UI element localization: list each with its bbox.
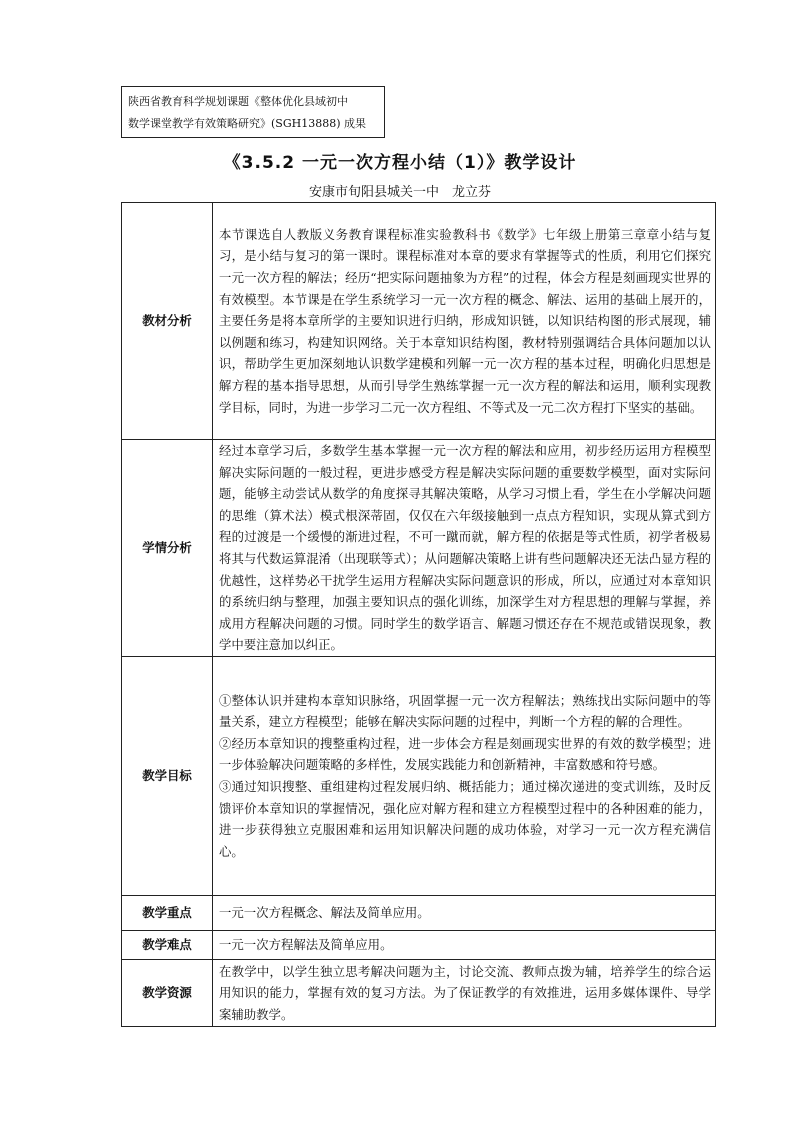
table-row — [122, 440, 716, 657]
project-header-line-1: 陕西省教育科学规划课题《整体优化县域初中 — [128, 95, 348, 108]
row-content — [213, 895, 716, 930]
content-paragraph: ③通过知识搜整、重组建构过程发展归纳、概括能力；通过梯次递进的变式训练，及时反馈评价本章知识的掌握情况，强化应对解方程和建立方程模型过程中的各种困难的能力，进一步获得独立克服困难和运用知识解决问题的成功体验，对学习一元一次方程充满信心。 — [219, 778, 711, 859]
row-label: 教学重点 — [122, 895, 213, 930]
lesson-plan-table — [121, 202, 716, 1027]
row-label: 学情分析 — [122, 440, 213, 657]
table-row — [122, 895, 716, 930]
content-paragraph: ②经历本章知识的搜整重构过程，进一步体会方程是刻画现实世界的有效的数学模型；进一步体验解决问题策略的多样性，发展实践能力和创新精神，丰富数感和符号感。 — [219, 735, 711, 773]
row-label: 教材分析 — [122, 203, 213, 440]
content-paragraph: 本节课选自人教版义务教育课程标准实验教科书《数学》七年级上册第三章章小结与复习，是小结与复习的第一课时。课程标准对本章的要求有掌握等式的性质，利用它们探究一元一次方程的解法；经历“把实际问题抽象为方程”的过程，体会方程是刻画现实世界的有效模型。本节课是在学生系统学习一元一次方程的概念、解法、运用的基础上展开的，主要任务是将本章所学的主要知识进行归纳，形成知识链，以知识结构图的形式展现，辅以例题和练习，构建知识网络。关于本章知识结构图，教材特别强调结合具体问题加以认识，帮助学生更加深刻地认识数学建模和列解一元一次方程的基本过程，明确化归思想是解方程的基本指导思想，从而引导学生熟练掌握一元一次方程的解法和运用，顺利实现教学目标，同时，为进一步学习二元一次方程组、不等式及一元二次方程打下坚实的基础。 — [219, 226, 711, 415]
content-paragraph: 在教学中，以学生独立思考解决问题为主，讨论交流、教师点拨为辅，培养学生的综合运用知识的能力，掌握有效的复习方法。为了保证教学的有效推进，运用多媒体课件、导学案辅助教学。 — [219, 963, 711, 1022]
table-row — [122, 959, 716, 1026]
table-row — [122, 203, 716, 440]
content-paragraph: ①整体认识并建构本章知识脉络，巩固掌握一元一次方程解法；熟练找出实际问题中的等量关系，建立方程模型；能够在解决实际问题的过程中，判断一个方程的解的合理性。 — [219, 692, 711, 730]
content-paragraph: 一元一次方程概念、解法及简单应用。 — [219, 905, 430, 921]
content-paragraph: 经过本章学习后，多数学生基本掌握一元一次方程的解法和应用，初步经历运用方程模型解决实际问题的一般过程，更进步感受方程是解决实际问题的重要数学模型，面对实际问题，能够主动尝试从数学的角度探寻其解决策略，从学习习惯上看，学生在小学解决问题的思维（算术法）模式根深蒂固，仅仅在六年级接触到一点点方程知识，实现从算式到方程的过渡是一个缓慢的渐进过程，不可一蹴而就，解方程的依据是等式性质，初学者极易将其与代数运算混淆（出现联等式）；从问题解决策略上讲有些问题解决还无法凸显方程的优越性，这样势必干扰学生运用方程解决实际问题意识的形成，所以，应通过对本章知识的系统归纳与整理，加强主要知识点的强化训练，加深学生对方程思想的理解与掌握，养成用方程解决问题的习惯。同时学生的数学语言、解题习惯还存在不规范或错误现象，教学中要注意加以纠正。 — [219, 443, 711, 653]
content-paragraph: 一元一次方程解法及简单应用。 — [219, 937, 393, 953]
page-title: 《3.5.2 一元一次方程小结（1）》教学设计 — [223, 153, 577, 173]
table-row — [122, 930, 716, 959]
row-content — [213, 203, 716, 440]
row-label: 教学难点 — [122, 930, 213, 959]
row-content — [213, 930, 716, 959]
row-label: 教学目标 — [122, 656, 213, 895]
author-line: 安康市旬阳县城关一中 龙立芬 — [308, 185, 491, 200]
row-content — [213, 656, 716, 895]
table-row — [122, 656, 716, 895]
row-content — [213, 959, 716, 1026]
row-label: 教学资源 — [122, 959, 213, 1026]
row-content — [213, 440, 716, 657]
project-header-box — [121, 86, 385, 138]
project-header-line-2: 数学课堂教学有效策略研究》(SGH13888) 成果 — [128, 117, 366, 130]
